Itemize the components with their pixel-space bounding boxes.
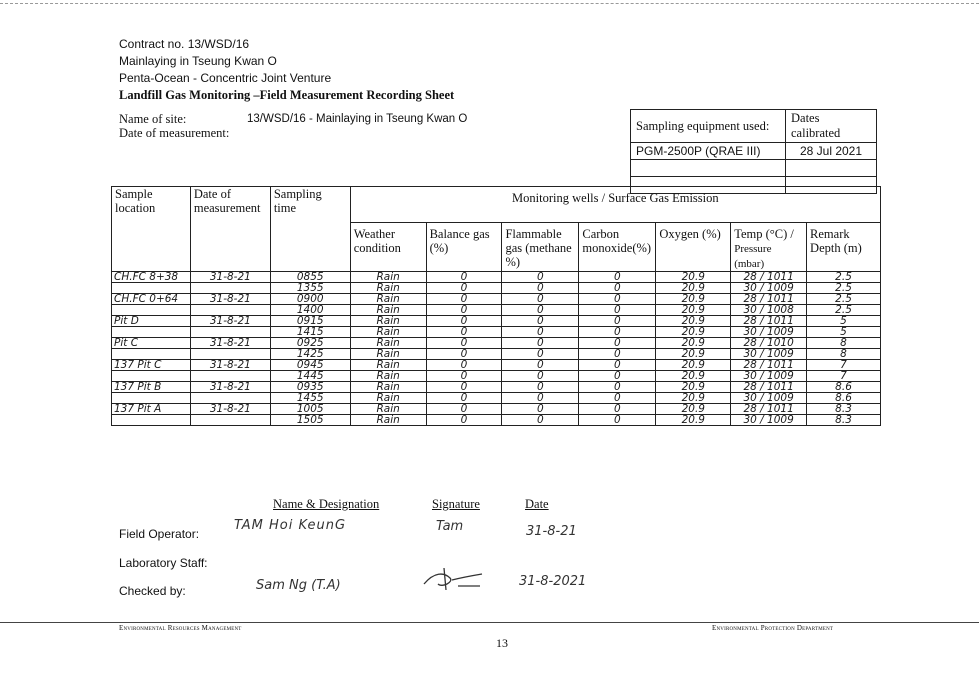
- cell-oxygen: 20.9: [656, 305, 731, 316]
- cell-balance-gas: 0: [426, 415, 502, 426]
- cell-oxygen: 20.9: [656, 349, 731, 360]
- cell-oxygen: 20.9: [656, 382, 731, 393]
- cell-weather: Rain: [350, 272, 426, 283]
- cell-sample-location: CH.FC 8+38: [112, 272, 191, 283]
- table-row: [112, 382, 881, 393]
- site-name-value: 13/WSD/16 - Mainlaying in Tseung Kwan O: [247, 113, 468, 125]
- cell-depth: 8.3: [807, 404, 881, 415]
- cell-sample-location: 137 Pit C: [112, 360, 191, 371]
- cell-depth: 8.3: [807, 415, 881, 426]
- cell-flammable-gas: 0: [502, 272, 579, 283]
- cell-weather: Rain: [350, 338, 426, 349]
- cell-weather: Rain: [350, 415, 426, 426]
- joint-venture: Penta-Ocean - Concentric Joint Venture: [119, 71, 332, 85]
- cell-temp-pressure: 28 / 1010: [731, 338, 807, 349]
- header-sampling-time: Sampling time: [270, 187, 350, 272]
- table-row: [112, 316, 881, 327]
- cell-flammable-gas: 0: [502, 305, 579, 316]
- measurement-rows: [112, 272, 881, 426]
- header-date-of-measurement: Date of measurement: [190, 187, 270, 272]
- table-row: [112, 393, 881, 404]
- cell-balance-gas: 0: [426, 360, 502, 371]
- document-title: Landfill Gas Monitoring –Field Measurement Recording Sheet: [119, 88, 455, 102]
- cell-weather: Rain: [350, 393, 426, 404]
- cell-oxygen: 20.9: [656, 393, 731, 404]
- date-of-measurement-label: Date of measurement:: [119, 126, 230, 140]
- checked-by-name: Sam Ng (T.A): [256, 578, 341, 593]
- cell-date: [190, 371, 270, 382]
- cell-oxygen: 20.9: [656, 338, 731, 349]
- name-designation-heading: Name & Designation: [273, 497, 380, 511]
- header-weather: Weather condition: [350, 223, 426, 272]
- field-operator-label: Field Operator:: [119, 527, 200, 541]
- cell-sample-location: [112, 305, 191, 316]
- cell-flammable-gas: 0: [502, 415, 579, 426]
- cell-flammable-gas: 0: [502, 316, 579, 327]
- cell-depth: 7: [807, 371, 881, 382]
- cell-temp-pressure: 28 / 1011: [731, 316, 807, 327]
- cell-sampling-time: 0925: [270, 338, 350, 349]
- cell-sampling-time: 1400: [270, 305, 350, 316]
- cell-carbon-monoxide: 0: [579, 338, 656, 349]
- cell-weather: Rain: [350, 305, 426, 316]
- cell-carbon-monoxide: 0: [579, 393, 656, 404]
- cell-sample-location: [112, 415, 191, 426]
- cell-sampling-time: 1455: [270, 393, 350, 404]
- cell-carbon-monoxide: 0: [579, 305, 656, 316]
- cell-date: 31-8-21: [190, 294, 270, 305]
- cell-sampling-time: 1415: [270, 327, 350, 338]
- cell-date: [190, 327, 270, 338]
- signature-heading: Signature: [432, 497, 480, 511]
- cell-carbon-monoxide: 0: [579, 272, 656, 283]
- cell-temp-pressure: 28 / 1011: [731, 404, 807, 415]
- checked-by-label: Checked by:: [119, 584, 186, 598]
- footer-right: Environmental Protection Department: [712, 624, 834, 632]
- cell-sample-location: [112, 283, 191, 294]
- document-header: [119, 36, 454, 104]
- cell-temp-pressure: 30 / 1009: [731, 349, 807, 360]
- table-row: [112, 272, 881, 283]
- cell-sample-location: Pit C: [112, 338, 191, 349]
- cell-depth: 7: [807, 360, 881, 371]
- date-heading: Date: [525, 497, 549, 511]
- table-row: [112, 305, 881, 316]
- cell-oxygen: 20.9: [656, 360, 731, 371]
- cell-sample-location: 137 Pit B: [112, 382, 191, 393]
- cell-oxygen: 20.9: [656, 415, 731, 426]
- cell-temp-pressure: 28 / 1011: [731, 272, 807, 283]
- cell-oxygen: 20.9: [656, 327, 731, 338]
- cell-depth: 8: [807, 349, 881, 360]
- header-balance-gas: Balance gas (%): [426, 223, 502, 272]
- cell-carbon-monoxide: 0: [579, 360, 656, 371]
- cell-balance-gas: 0: [426, 349, 502, 360]
- table-row: [112, 338, 881, 349]
- calibration-cell: 28 Jul 2021: [786, 143, 877, 160]
- cell-sampling-time: 0935: [270, 382, 350, 393]
- header-monitoring-wells: Monitoring wells / Surface Gas Emission: [350, 187, 880, 223]
- top-border: [0, 3, 979, 4]
- cell-oxygen: 20.9: [656, 371, 731, 382]
- cell-sampling-time: 1445: [270, 371, 350, 382]
- cell-oxygen: 20.9: [656, 283, 731, 294]
- footer-left: Environmental Resources Management: [119, 624, 242, 632]
- cell-date: 31-8-21: [190, 338, 270, 349]
- project-name: Mainlaying in Tseung Kwan O: [119, 54, 277, 68]
- cell-temp-pressure: 30 / 1009: [731, 393, 807, 404]
- cell-sampling-time: 1005: [270, 404, 350, 415]
- cell-temp-pressure: 28 / 1011: [731, 294, 807, 305]
- cell-sampling-time: 0945: [270, 360, 350, 371]
- cell-sample-location: 137 Pit A: [112, 404, 191, 415]
- cell-sample-location: [112, 393, 191, 404]
- cell-sampling-time: 0855: [270, 272, 350, 283]
- cell-sample-location: Pit D: [112, 316, 191, 327]
- cell-date: [190, 415, 270, 426]
- equipment-header: Sampling equipment used:: [631, 110, 786, 143]
- cell-balance-gas: 0: [426, 393, 502, 404]
- equipment-table: [630, 109, 877, 194]
- cell-carbon-monoxide: 0: [579, 316, 656, 327]
- field-operator-name: TAM Hoi KeunG: [234, 518, 347, 533]
- cell-flammable-gas: 0: [502, 382, 579, 393]
- cell-flammable-gas: 0: [502, 360, 579, 371]
- site-info: [119, 112, 468, 140]
- cell-flammable-gas: 0: [502, 283, 579, 294]
- table-row: [112, 294, 881, 305]
- cell-flammable-gas: 0: [502, 338, 579, 349]
- cell-temp-pressure: 30 / 1009: [731, 327, 807, 338]
- cell-weather: Rain: [350, 371, 426, 382]
- checked-by-date: 31-8-2021: [519, 574, 587, 589]
- field-operator-signature: Tam: [436, 519, 464, 534]
- cell-weather: Rain: [350, 283, 426, 294]
- field-operator-date: 31-8-21: [526, 524, 577, 539]
- cell-carbon-monoxide: 0: [579, 382, 656, 393]
- cell-depth: 8.6: [807, 393, 881, 404]
- table-row: [112, 349, 881, 360]
- header-depth: Depth (m): [810, 241, 862, 255]
- cell-date: [190, 305, 270, 316]
- cell-depth: 2.5: [807, 283, 881, 294]
- header-pressure: Pressure (mbar): [734, 243, 772, 270]
- cell-carbon-monoxide: 0: [579, 404, 656, 415]
- measurement-table: [111, 186, 881, 426]
- cell-sample-location: [112, 327, 191, 338]
- cell-date: 31-8-21: [190, 272, 270, 283]
- cell-sampling-time: 0900: [270, 294, 350, 305]
- laboratory-staff-label: Laboratory Staff:: [119, 556, 208, 570]
- cell-balance-gas: 0: [426, 404, 502, 415]
- cell-date: [190, 349, 270, 360]
- page-number: 13: [496, 636, 508, 650]
- cell-balance-gas: 0: [426, 283, 502, 294]
- cell-date: 31-8-21: [190, 382, 270, 393]
- cell-depth: 2.5: [807, 294, 881, 305]
- cell-carbon-monoxide: 0: [579, 283, 656, 294]
- header-remark-depth: [807, 223, 881, 272]
- cell-weather: Rain: [350, 404, 426, 415]
- cell-sample-location: CH.FC 0+64: [112, 294, 191, 305]
- cell-balance-gas: 0: [426, 338, 502, 349]
- cell-date: 31-8-21: [190, 404, 270, 415]
- cell-carbon-monoxide: 0: [579, 327, 656, 338]
- header-sample-location: Sample location: [112, 187, 191, 272]
- table-row: [112, 404, 881, 415]
- cell-depth: 5: [807, 327, 881, 338]
- cell-weather: Rain: [350, 327, 426, 338]
- table-row: [112, 415, 881, 426]
- cell-balance-gas: 0: [426, 382, 502, 393]
- cell-oxygen: 20.9: [656, 404, 731, 415]
- cell-oxygen: 20.9: [656, 272, 731, 283]
- cell-depth: 5: [807, 316, 881, 327]
- cell-flammable-gas: 0: [502, 327, 579, 338]
- header-carbon-monoxide: Carbon monoxide(%): [579, 223, 656, 272]
- cell-temp-pressure: 30 / 1009: [731, 371, 807, 382]
- cell-balance-gas: 0: [426, 305, 502, 316]
- cell-balance-gas: 0: [426, 316, 502, 327]
- cell-weather: Rain: [350, 382, 426, 393]
- cell-sampling-time: 1425: [270, 349, 350, 360]
- cell-depth: 2.5: [807, 272, 881, 283]
- cell-oxygen: 20.9: [656, 294, 731, 305]
- cell-temp-pressure: 28 / 1011: [731, 360, 807, 371]
- cell-flammable-gas: 0: [502, 294, 579, 305]
- cell-temp-pressure: 28 / 1011: [731, 382, 807, 393]
- checked-by-signature: [420, 564, 486, 594]
- cell-carbon-monoxide: 0: [579, 349, 656, 360]
- cell-date: 31-8-21: [190, 316, 270, 327]
- equipment-cell: PGM-2500P (QRAE III): [631, 143, 786, 160]
- cell-sampling-time: 1355: [270, 283, 350, 294]
- cell-weather: Rain: [350, 316, 426, 327]
- cell-date: [190, 393, 270, 404]
- cell-date: [190, 283, 270, 294]
- table-row: [112, 360, 881, 371]
- cell-balance-gas: 0: [426, 371, 502, 382]
- cell-sample-location: [112, 349, 191, 360]
- cell-depth: 8: [807, 338, 881, 349]
- cell-balance-gas: 0: [426, 294, 502, 305]
- cell-date: 31-8-21: [190, 360, 270, 371]
- footer-rule: [0, 622, 979, 623]
- table-row: [112, 371, 881, 382]
- cell-balance-gas: 0: [426, 272, 502, 283]
- cell-carbon-monoxide: 0: [579, 415, 656, 426]
- calibration-cell: [786, 160, 877, 177]
- cell-sampling-time: 1505: [270, 415, 350, 426]
- cell-temp-pressure: 30 / 1009: [731, 283, 807, 294]
- table-row: [112, 283, 881, 294]
- contract-number: Contract no. 13/WSD/16: [119, 37, 250, 51]
- cell-flammable-gas: 0: [502, 349, 579, 360]
- cell-weather: Rain: [350, 294, 426, 305]
- cell-balance-gas: 0: [426, 327, 502, 338]
- cell-flammable-gas: 0: [502, 393, 579, 404]
- header-temp-pressure: [731, 223, 807, 272]
- cell-sampling-time: 0915: [270, 316, 350, 327]
- header-remark: Remark: [810, 227, 850, 241]
- cell-weather: Rain: [350, 360, 426, 371]
- cell-weather: Rain: [350, 349, 426, 360]
- site-name-label: Name of site:: [119, 112, 187, 126]
- cell-temp-pressure: 30 / 1008: [731, 305, 807, 316]
- cell-flammable-gas: 0: [502, 404, 579, 415]
- header-oxygen: Oxygen (%): [656, 223, 731, 272]
- cell-carbon-monoxide: 0: [579, 294, 656, 305]
- header-temp: Temp (°C) /: [734, 227, 794, 241]
- cell-flammable-gas: 0: [502, 371, 579, 382]
- cell-oxygen: 20.9: [656, 316, 731, 327]
- equipment-cell: [631, 160, 786, 177]
- header-flammable-gas: Flammable gas (methane %): [502, 223, 579, 272]
- cell-depth: 2.5: [807, 305, 881, 316]
- cell-depth: 8.6: [807, 382, 881, 393]
- cell-temp-pressure: 30 / 1009: [731, 415, 807, 426]
- cell-sample-location: [112, 371, 191, 382]
- table-row: [112, 327, 881, 338]
- calibration-header: Dates calibrated: [786, 110, 877, 143]
- cell-carbon-monoxide: 0: [579, 371, 656, 382]
